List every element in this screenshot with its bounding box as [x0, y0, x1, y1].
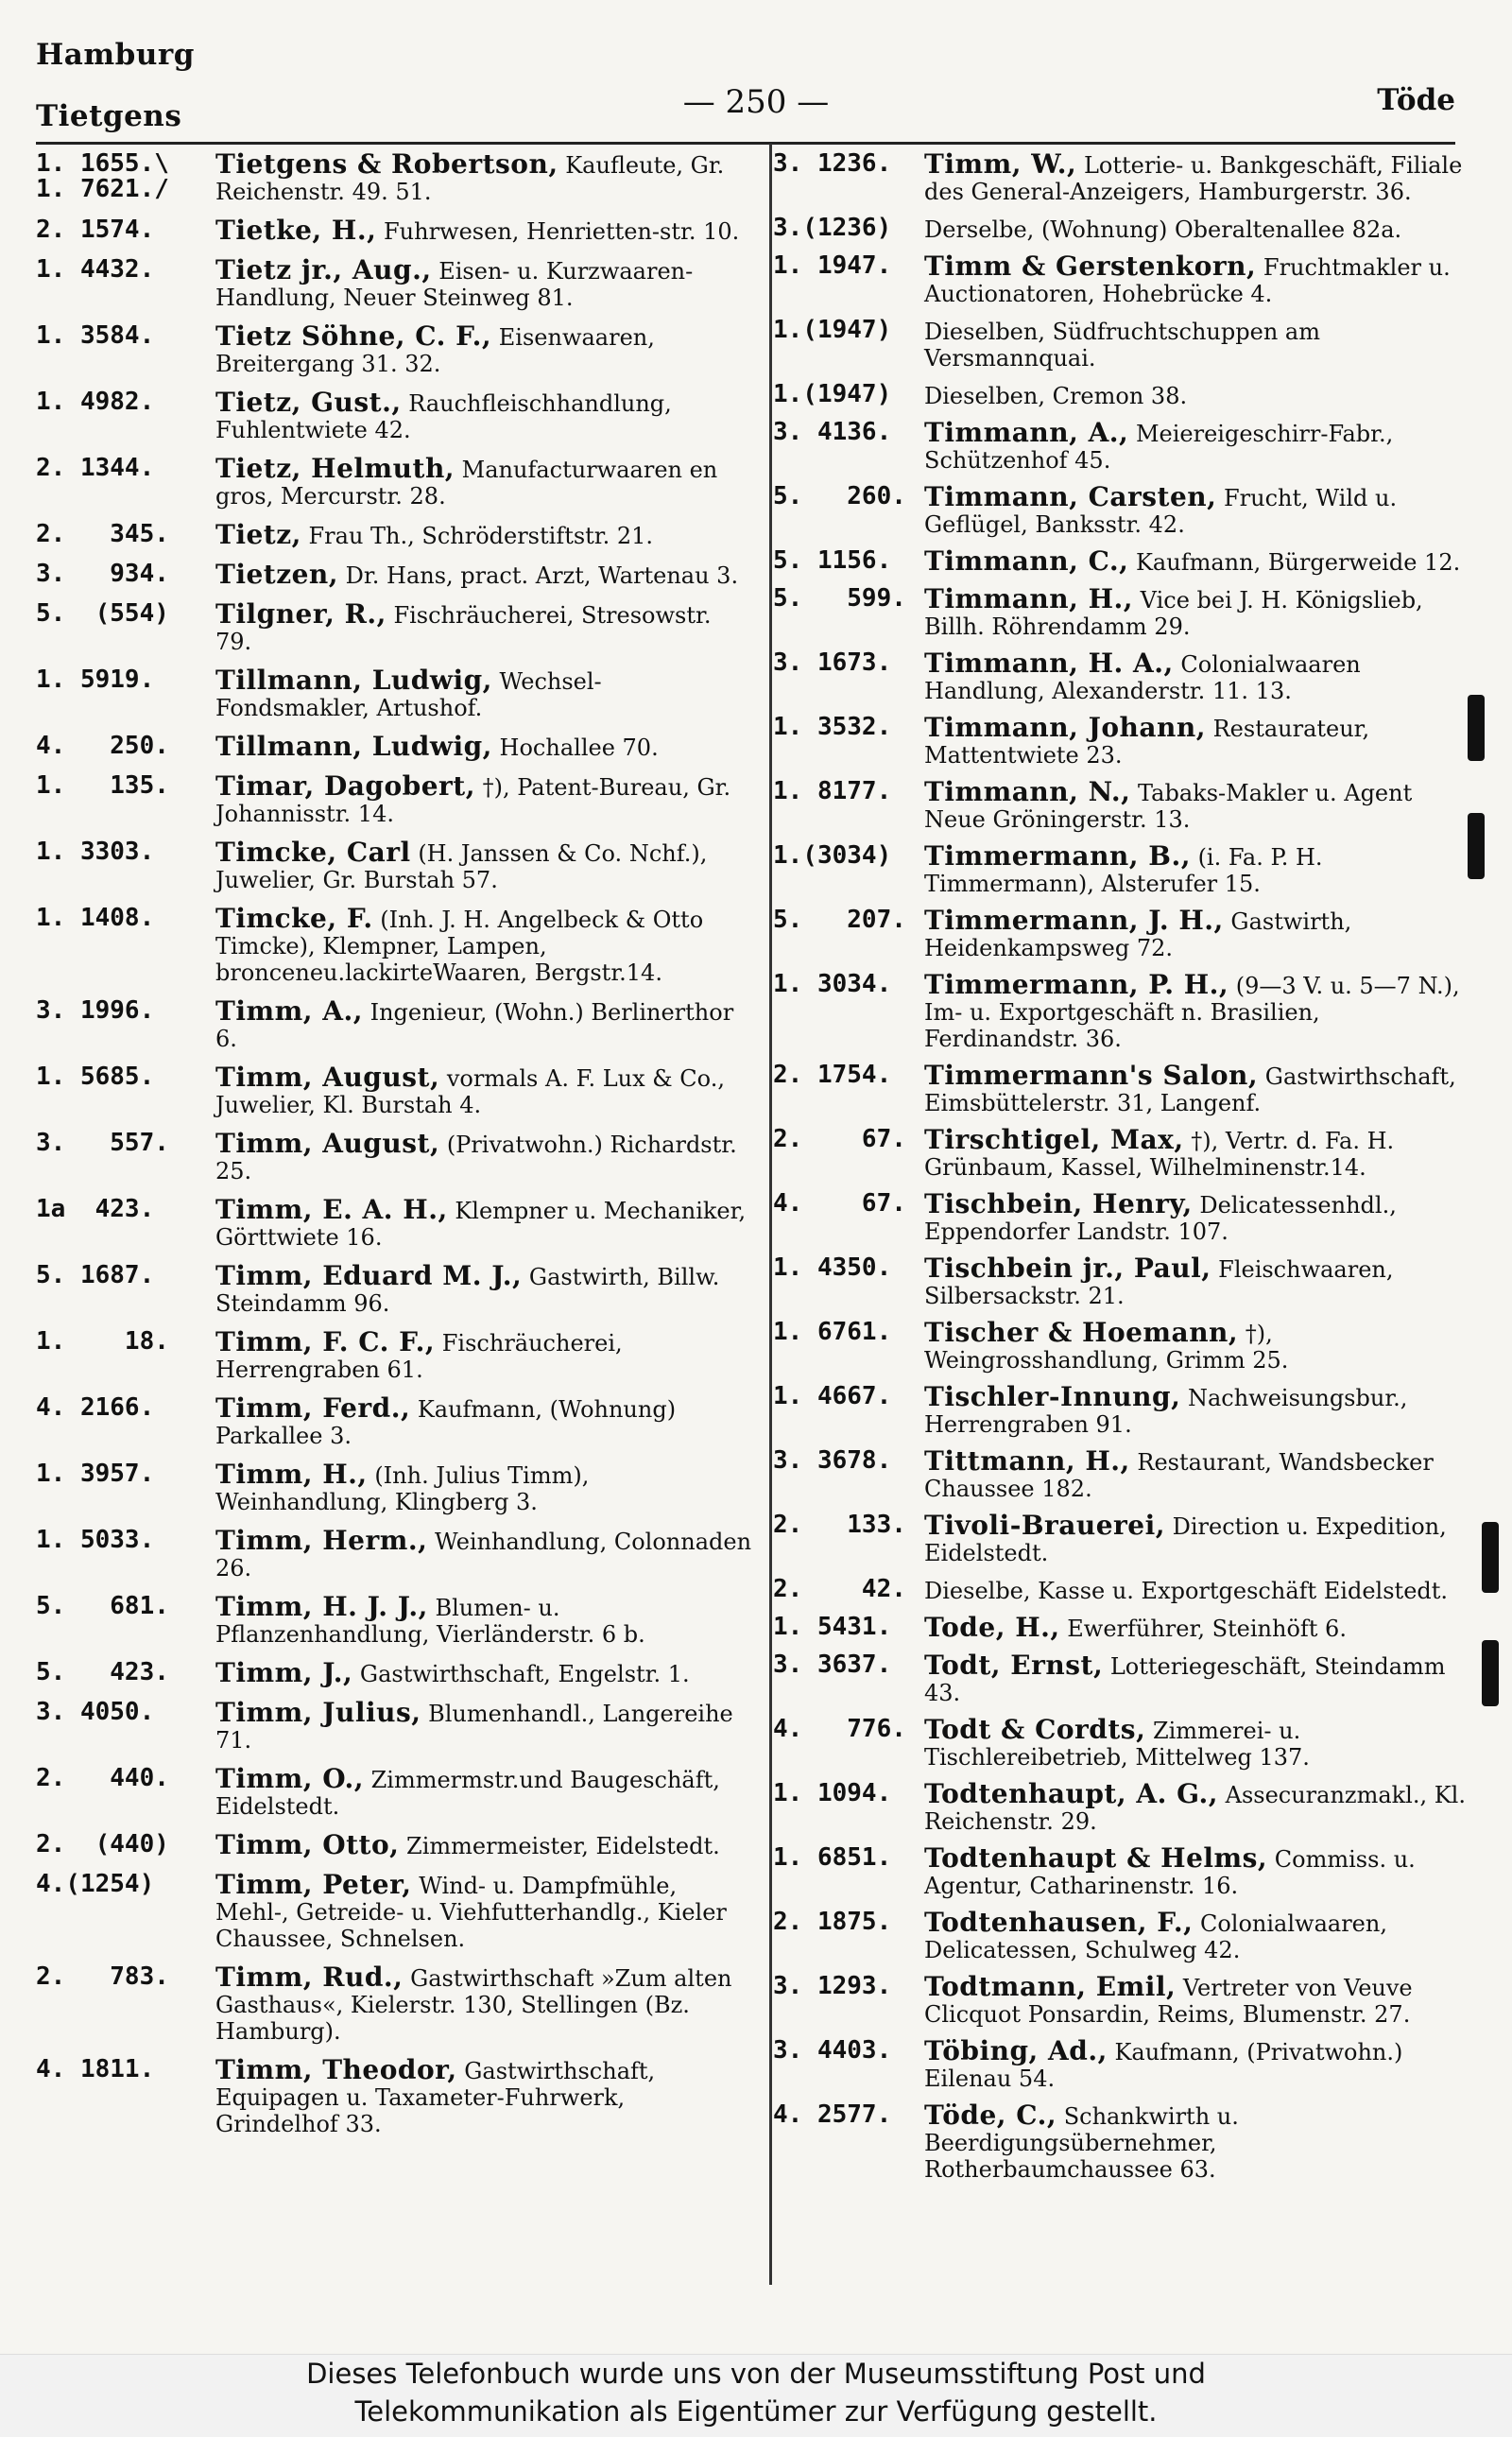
entry-details: Tabaks-Makler u. Agent Neue Gröningerstr. 13. — [924, 780, 1413, 833]
entry-name: Timmann, C., — [924, 545, 1129, 577]
directory-entry — [773, 1652, 1469, 1706]
entry-details: Wechsel-Fondsmakler, Artushof. — [215, 668, 602, 721]
entry-details: Hochallee 70. — [491, 735, 659, 761]
entry-name: Tirschtigel, Max, — [924, 1124, 1184, 1155]
entry-details: Direction u. Expedition, Eidelstedt. — [924, 1513, 1447, 1566]
phone-number: 5. 1156. — [773, 546, 892, 575]
phone-number: 4. 2166. — [36, 1393, 155, 1422]
phone-number: 1. 4350. — [773, 1253, 892, 1282]
entry-details: (H. Janssen & Co. Nchf.), Juwelier, Gr. Burstah 57. — [215, 840, 708, 893]
entry-details: Nachweisungsbur., Herrengraben 91. — [924, 1385, 1408, 1438]
entry-name: Tode, H., — [924, 1612, 1060, 1643]
phone-number: 1. 4432. — [36, 255, 155, 284]
directory-entry — [36, 839, 754, 893]
entry-name: Timm, Julius, — [215, 1697, 421, 1728]
directory-entry — [773, 1188, 1469, 1245]
entry-name: Töde, C., — [924, 2100, 1057, 2131]
entry-name: Timm, August, — [215, 1062, 440, 1093]
entry-name: Timm & Gerstenkorn, — [924, 251, 1257, 282]
footer-line-1: Dieses Telefonbuch wurde uns von der Museumsstiftung Post und — [306, 2358, 1206, 2390]
phone-number: 3. 3678. — [773, 1446, 892, 1475]
city-heading: Hamburg — [36, 38, 195, 72]
entry-details: Gastwirthschaft, Equipagen u. Taxameter-Fuhrwerk, Grindelhof 33. — [215, 2058, 656, 2137]
directory-entry — [773, 1714, 1469, 1771]
entry-details: Rauchfleischhandlung, Fuhlentwiete 42. — [215, 390, 672, 443]
phone-number: 1. 1408. — [36, 904, 155, 932]
phone-number: 2. 133. — [773, 1511, 906, 1539]
entry-name: Timm, O., — [215, 1763, 364, 1794]
phone-number: 1. 3584. — [36, 321, 155, 350]
entry-details: Schankwirth u. Beerdigungsübernehmer, Rotherbaumchaussee 63. — [924, 2103, 1239, 2183]
entry-details: (i. Fa. P. H. Timmermann), Alsterufer 15. — [924, 844, 1323, 897]
entry-details: Dr. Hans, pract. Arzt, Wartenau 3. — [338, 562, 739, 589]
entry-name: Todtenhaupt, A. G., — [924, 1778, 1218, 1809]
phone-number: 3. 4050. — [36, 1698, 155, 1726]
entry-details: Weinhandlung, Colonnaden 26. — [215, 1529, 752, 1581]
directory-entry — [36, 1829, 754, 1860]
entry-details: Restaurateur, Mattentwiete 23. — [924, 716, 1370, 769]
entry-name: Timmann, Johann, — [924, 712, 1206, 743]
column-divider — [769, 144, 772, 2285]
entry-details: Kaufmann, (Wohnung) Parkallee 3. — [215, 1396, 677, 1449]
phone-number: 1. 3532. — [773, 713, 892, 741]
entry-details: Vice bei J. H. Königslieb, Billh. Röhrendamm 29. — [924, 587, 1423, 640]
directory-entry — [36, 1461, 754, 1515]
phone-number: 3. 557. — [36, 1129, 169, 1157]
directory-entry — [773, 1317, 1469, 1374]
phone-number: 5. (554) — [36, 599, 169, 628]
entry-details: Gastwirth, Billw. Steindamm 96. — [215, 1264, 720, 1317]
entry-details: Ewerführer, Steinhöft 6. — [1059, 1616, 1347, 1642]
directory-entry — [36, 389, 754, 443]
entry-details: †), Vertr. d. Fa. H. Grünbaum, Kassel, Wilhelminenstr.14. — [924, 1128, 1395, 1181]
directory-entry — [773, 1124, 1469, 1181]
directory-entry — [36, 2054, 754, 2137]
first-entry-heading: Tietgens — [36, 99, 182, 133]
directory-entry — [773, 1971, 1469, 2028]
directory-entry — [773, 1577, 1469, 1604]
directory-entry — [36, 598, 754, 655]
phone-number: 3.(1236) — [773, 214, 892, 242]
phone-number: 1. 6851. — [773, 1843, 892, 1872]
entry-details: Vertreter von Veuve Clicquot Ponsardin, Reims, Blumenstr. 27. — [924, 1975, 1413, 2028]
phone-number: 1. 1947. — [773, 251, 892, 280]
phone-number: 1. 135. — [36, 771, 169, 800]
phone-number: 4. 250. — [36, 732, 169, 760]
entry-name: Timm, F. C. F., — [215, 1326, 436, 1357]
phone-number: 1a 423. — [36, 1195, 155, 1223]
entry-name: Timmermann, B., — [924, 840, 1191, 872]
directory-entry — [773, 417, 1469, 474]
entry-name: Timm, W., — [924, 148, 1077, 180]
phone-number: 3. 934. — [36, 560, 169, 588]
directory-entry — [36, 519, 754, 550]
entry-details: Fruchtmakler u. Auctionatoren, Hohebrücke 4. — [924, 254, 1451, 307]
directory-entry — [773, 382, 1469, 409]
phone-number: 1. 4667. — [773, 1382, 892, 1410]
directory-entry — [36, 1964, 754, 2045]
directory-entry — [773, 148, 1469, 205]
phone-number: 1. 5431. — [773, 1613, 892, 1641]
directory-entry — [773, 1060, 1469, 1116]
entry-name: Tietz jr., Aug., — [215, 254, 432, 285]
entry-name: Todt, Ernst, — [924, 1650, 1104, 1681]
directory-entry — [773, 907, 1469, 961]
entry-name: Todtmann, Emil, — [924, 1971, 1177, 2002]
phone-number: 2. 345. — [36, 520, 169, 548]
directory-entry — [36, 320, 754, 377]
entry-name: Tietgens & Robertson, — [215, 148, 558, 180]
phone-number: 1.(1947) — [773, 380, 892, 408]
entry-details: Gastwirthschaft, Eimsbüttelerstr. 31, Langenf. — [924, 1063, 1456, 1116]
phone-number: 3. 1293. — [773, 1972, 892, 2000]
phone-number: 1. 8177. — [773, 777, 892, 805]
entry-details: Klempner u. Mechaniker, Görttwiete 16. — [215, 1198, 747, 1251]
entry-details: Frucht, Wild u. Geflügel, Banksstr. 42. — [924, 485, 1398, 538]
phone-number: 1. 3034. — [773, 970, 892, 998]
entry-details: Ingenieur, (Wohn.) Berlinerthor 6. — [215, 999, 734, 1052]
phone-number: 2. 42. — [773, 1575, 906, 1603]
directory-entry — [773, 1907, 1469, 1963]
entry-details: Fischräucherei, Stresowstr. 79. — [215, 602, 712, 655]
directory-entry — [773, 1612, 1469, 1643]
entry-name: Timm, Peter, — [215, 1869, 412, 1900]
phone-number: 1. 5919. — [36, 665, 155, 694]
directory-entry — [36, 903, 754, 986]
entry-name: Timm, Otto, — [215, 1829, 400, 1860]
entry-details: Gastwirth, Heidenkampsweg 72. — [924, 908, 1352, 961]
entry-name: Timm, Herm., — [215, 1525, 428, 1556]
directory-entry — [36, 453, 754, 510]
entry-details: Eisenwaaren, Breitergang 31. 32. — [215, 324, 655, 377]
entry-details: Gastwirthschaft, Engelstr. 1. — [352, 1661, 690, 1687]
page-edge-mark — [1468, 813, 1485, 879]
entry-details: (Privatwohn.) Richardstr. 25. — [215, 1132, 737, 1184]
entry-details: vormals A. F. Lux & Co., Juwelier, Kl. Burstah 4. — [215, 1065, 725, 1118]
directory-entry — [773, 840, 1469, 897]
entry-details: Zimmermeister, Eidelstedt. — [399, 1833, 720, 1859]
footer-line-2: Telekommunikation als Eigentümer zur Verfügung gestellt. — [354, 2395, 1158, 2428]
entry-name: Tietz, Gust., — [215, 387, 402, 418]
directory-entry — [36, 1591, 754, 1648]
entry-name: Timmermann, J. H., — [924, 905, 1224, 936]
directory-entry — [773, 1381, 1469, 1438]
entry-name: Timmann, H. A., — [924, 648, 1174, 679]
directory-entry — [36, 1064, 754, 1118]
entry-name: Timm, H. J. J., — [215, 1591, 428, 1622]
entry-details: (Inh. Julius Timm), Weinhandlung, Klingberg 3. — [215, 1462, 590, 1515]
entry-name: Timm, J., — [215, 1657, 353, 1688]
phone-number: 2. 1574. — [36, 216, 155, 244]
entry-details: Blumenhandl., Langereihe 71. — [215, 1701, 733, 1754]
entry-name: Tietz Söhne, C. F., — [215, 320, 492, 352]
entry-name: Tischler-Innung, — [924, 1381, 1181, 1412]
directory-entry — [36, 667, 754, 721]
entry-name: Timmann, H., — [924, 583, 1134, 614]
entry-name: Timm, H., — [215, 1459, 368, 1490]
phone-number: 3. 3637. — [773, 1651, 892, 1679]
phone-number: 3. 4403. — [773, 2036, 892, 2065]
entry-details: †), Patent-Bureau, Gr. Johannisstr. 14. — [215, 774, 731, 827]
entry-name: Timmermann, P. H., — [924, 969, 1229, 1000]
directory-entry — [36, 995, 754, 1052]
directory-entry — [773, 253, 1469, 307]
entry-name: Timm, Rud., — [215, 1962, 404, 1993]
entry-details: Kaufmann, Bürgerweide 12. — [1128, 549, 1461, 576]
entry-name: Tietke, H., — [215, 215, 377, 246]
entry-name: Todtenhausen, F., — [924, 1907, 1194, 1938]
phone-number: 2. 67. — [773, 1125, 906, 1153]
last-entry-heading: Töde — [1377, 83, 1455, 117]
directory-entry — [773, 712, 1469, 769]
entry-details: (9—3 V. u. 5—7 N.), Im- u. Exportgeschäft n. Brasilien, Ferdinandstr. 36. — [924, 973, 1460, 1052]
entry-name: Tischbein jr., Paul, — [924, 1253, 1211, 1284]
entry-details: (Inh. J. H. Angelbeck & Otto Timcke), Klempner, Lampen, bronceneu.lackirteWaaren, Bergstr.14. — [215, 907, 704, 986]
phone-number: 2. 1754. — [773, 1061, 892, 1089]
directory-entry — [773, 2035, 1469, 2092]
directory-entry — [773, 1512, 1469, 1566]
directory-entry — [36, 148, 754, 205]
directory-entry — [36, 1657, 754, 1688]
page-edge-mark — [1482, 1640, 1499, 1706]
phone-number: 2. 440. — [36, 1764, 169, 1792]
entry-details: Colonialwaaren Handlung, Alexanderstr. 11. 13. — [924, 651, 1361, 704]
entry-details: Dieselben, Cremon 38. — [924, 383, 1188, 409]
phone-number: 5. 423. — [36, 1658, 169, 1686]
entry-details: Restaurant, Wandsbecker Chaussee 182. — [924, 1449, 1434, 1502]
entry-details: Zimmermstr.und Baugeschäft, Eidelstedt. — [215, 1767, 720, 1820]
phone-number: 4. 67. — [773, 1189, 906, 1218]
directory-entry — [773, 1778, 1469, 1835]
entry-details: Fleischwaaren, Silbersackstr. 21. — [924, 1256, 1394, 1309]
entry-details: Derselbe, (Wohnung) Oberaltenallee 82a. — [924, 216, 1402, 243]
entry-details: †), Weingrosshandlung, Grimm 25. — [924, 1321, 1289, 1374]
entry-details: Lotteriegeschäft, Steindamm 43. — [924, 1653, 1446, 1706]
directory-entry — [36, 1128, 754, 1184]
phone-number: 5. 207. — [773, 906, 906, 934]
entry-details: Blumen- u. Pflanzenhandlung, Vierländerstr. 6 b. — [215, 1595, 645, 1648]
directory-entry — [36, 1525, 754, 1581]
directory-entry — [36, 1194, 754, 1251]
directory-entry — [36, 770, 754, 827]
directory-entry — [773, 583, 1469, 640]
directory-entry — [36, 1697, 754, 1754]
phone-number: 5. 599. — [773, 584, 906, 613]
directory-entry — [36, 1869, 754, 1952]
entry-name: Timm, A., — [215, 995, 363, 1027]
directory-entry — [773, 776, 1469, 833]
entry-name: Tietzen, — [215, 559, 339, 590]
directory-entry — [773, 2102, 1469, 2183]
phone-number: 3. 1673. — [773, 648, 892, 677]
entry-name: Timm, E. A. H., — [215, 1194, 448, 1225]
entry-name: Tillmann, Ludwig, — [215, 665, 492, 696]
entry-details: Kaufmann, (Privatwohn.) Eilenau 54. — [924, 2039, 1403, 2092]
entry-details: Zimmerei- u. Tischlereibetrieb, Mittelweg 137. — [924, 1718, 1310, 1771]
entry-name: Töbing, Ad., — [924, 2035, 1108, 2066]
entry-name: Tietz, Helmuth, — [215, 453, 455, 484]
entry-details: Meiereigeschirr-Fabr., Schützenhof 45. — [924, 421, 1394, 474]
entry-details: Assecuranzmakl., Kl. Reichenstr. 29. — [924, 1782, 1466, 1835]
directory-entry — [36, 217, 754, 245]
phone-number: 1. 3957. — [36, 1460, 155, 1488]
phone-number: 5. 681. — [36, 1592, 169, 1620]
left-column — [36, 148, 754, 2150]
entry-name: Timm, August, — [215, 1128, 440, 1159]
entry-name: Tivoli-Brauerei, — [924, 1510, 1165, 1541]
entry-name: Timmann, A., — [924, 417, 1129, 448]
page-edge-mark — [1482, 1522, 1499, 1593]
entry-name: Tilgner, R., — [215, 598, 387, 630]
entry-name: Todt & Cordts, — [924, 1714, 1146, 1745]
directory-entry — [36, 1392, 754, 1449]
directory-entry — [773, 1255, 1469, 1309]
directory-entry — [36, 1763, 754, 1820]
phone-number: 1. 4982. — [36, 388, 155, 416]
entry-name: Timm, Ferd., — [215, 1392, 411, 1424]
directory-entry — [36, 1326, 754, 1383]
entry-name: Tischer & Hoemann, — [924, 1317, 1239, 1348]
directory-entry — [36, 254, 754, 311]
entry-name: Timm, Theodor, — [215, 2054, 457, 2085]
phone-number: 2. 1875. — [773, 1908, 892, 1936]
entry-details: Gastwirthschaft »Zum alten Gasthaus«, Kielerstr. 130, Stellingen (Bz. Hamburg). — [215, 1965, 732, 2045]
header-rule — [36, 142, 1455, 145]
page-number: — 250 — — [682, 83, 830, 121]
directory-entry — [36, 1260, 754, 1317]
phone-number: 1. 5685. — [36, 1063, 155, 1091]
entry-name: Tischbein, Henry, — [924, 1188, 1193, 1219]
phone-number: 4. 2577. — [773, 2100, 892, 2129]
entry-name: Timmann, Carsten, — [924, 481, 1217, 512]
entry-details: Manufacturwaaren en gros, Mercurstr. 28. — [215, 457, 718, 510]
phone-number: 1. 1094. — [773, 1779, 892, 1807]
entry-name: Tittmann, H., — [924, 1445, 1130, 1477]
directory-entry — [773, 318, 1469, 372]
footer-notice — [0, 2354, 1512, 2437]
directory-entry — [773, 1842, 1469, 1899]
entry-name: Tillmann, Ludwig, — [215, 731, 492, 762]
entry-details: Fischräucherei, Herrengraben 61. — [215, 1330, 623, 1383]
directory-entry — [773, 1445, 1469, 1502]
entry-details: Dieselbe, Kasse u. Exportgeschäft Eidelstedt. — [924, 1578, 1449, 1604]
right-column — [773, 148, 1469, 2193]
entry-name: Timmermann's Salon, — [924, 1060, 1259, 1091]
entry-details: Frau Th., Schröderstiftstr. 21. — [301, 523, 654, 549]
entry-name: Timmann, N., — [924, 776, 1131, 807]
phone-number: 3. 1236. — [773, 149, 892, 178]
directory-entry — [773, 481, 1469, 538]
entry-name: Timar, Dagobert, — [215, 770, 475, 802]
phone-number: 2. (440) — [36, 1830, 169, 1858]
entry-details: Lotterie- u. Bankgeschäft, Filiale des General-Anzeigers, Hamburgerstr. 36. — [924, 152, 1463, 205]
entry-name: Timcke, Carl — [215, 837, 411, 868]
phone-number: 1. 18. — [36, 1327, 169, 1356]
directory-entry — [773, 969, 1469, 1052]
entry-details: Dieselben, Südfruchtschuppen am Versmannquai. — [924, 319, 1320, 372]
entry-name: Timm, Eduard M. J., — [215, 1260, 523, 1291]
phone-number: 4. 776. — [773, 1715, 906, 1743]
phone-number: 5. 260. — [773, 482, 906, 510]
phone-number: 2. 783. — [36, 1962, 169, 1991]
phone-number: 1.(1947) — [773, 316, 892, 344]
phone-number: 1. 6761. — [773, 1318, 892, 1346]
directory-entry — [773, 650, 1469, 704]
phone-number: 2. 1344. — [36, 454, 155, 482]
phone-number: 5. 1687. — [36, 1261, 155, 1289]
directory-entry — [773, 545, 1469, 577]
directory-entry — [36, 559, 754, 590]
phone-number: 3. 4136. — [773, 418, 892, 446]
phone-number: 4. 1811. — [36, 2055, 155, 2083]
entry-details: Fuhrwesen, Henrietten-str. 10. — [376, 218, 740, 245]
phone-number: 1. 5033. — [36, 1526, 155, 1554]
phone-number: 3. 1996. — [36, 996, 155, 1025]
entry-name: Todtenhaupt & Helms, — [924, 1842, 1268, 1874]
entry-details: Commiss. u. Agentur, Catharinenstr. 16. — [924, 1846, 1416, 1899]
phone-number: 1.(3034) — [773, 841, 892, 870]
phone-number: 1. 3303. — [36, 838, 155, 866]
entry-name: Timcke, F. — [215, 903, 373, 934]
entry-details: Colonialwaaren, Delicatessen, Schulweg 42. — [924, 1910, 1387, 1963]
phone-number: 1. 1655.\ 1. 7621./ — [36, 149, 169, 203]
entry-details: Delicatessenhdl., Eppendorfer Landstr. 107. — [924, 1192, 1397, 1245]
entry-details: Wind- u. Dampfmühle, Mehl-, Getreide- u. Viehfutterhandlg., Kieler Chaussee, Schnelsen. — [215, 1873, 727, 1952]
page-edge-mark — [1468, 695, 1485, 761]
directory-entry — [36, 731, 754, 762]
phone-number: 4.(1254) — [36, 1870, 155, 1898]
entry-details: Kaufleute, Gr. Reichenstr. 49. 51. — [215, 152, 725, 205]
entry-details: Eisen- u. Kurzwaaren-Handlung, Neuer Steinweg 81. — [215, 258, 694, 311]
entry-name: Tietz, — [215, 519, 301, 550]
directory-entry — [773, 216, 1469, 243]
